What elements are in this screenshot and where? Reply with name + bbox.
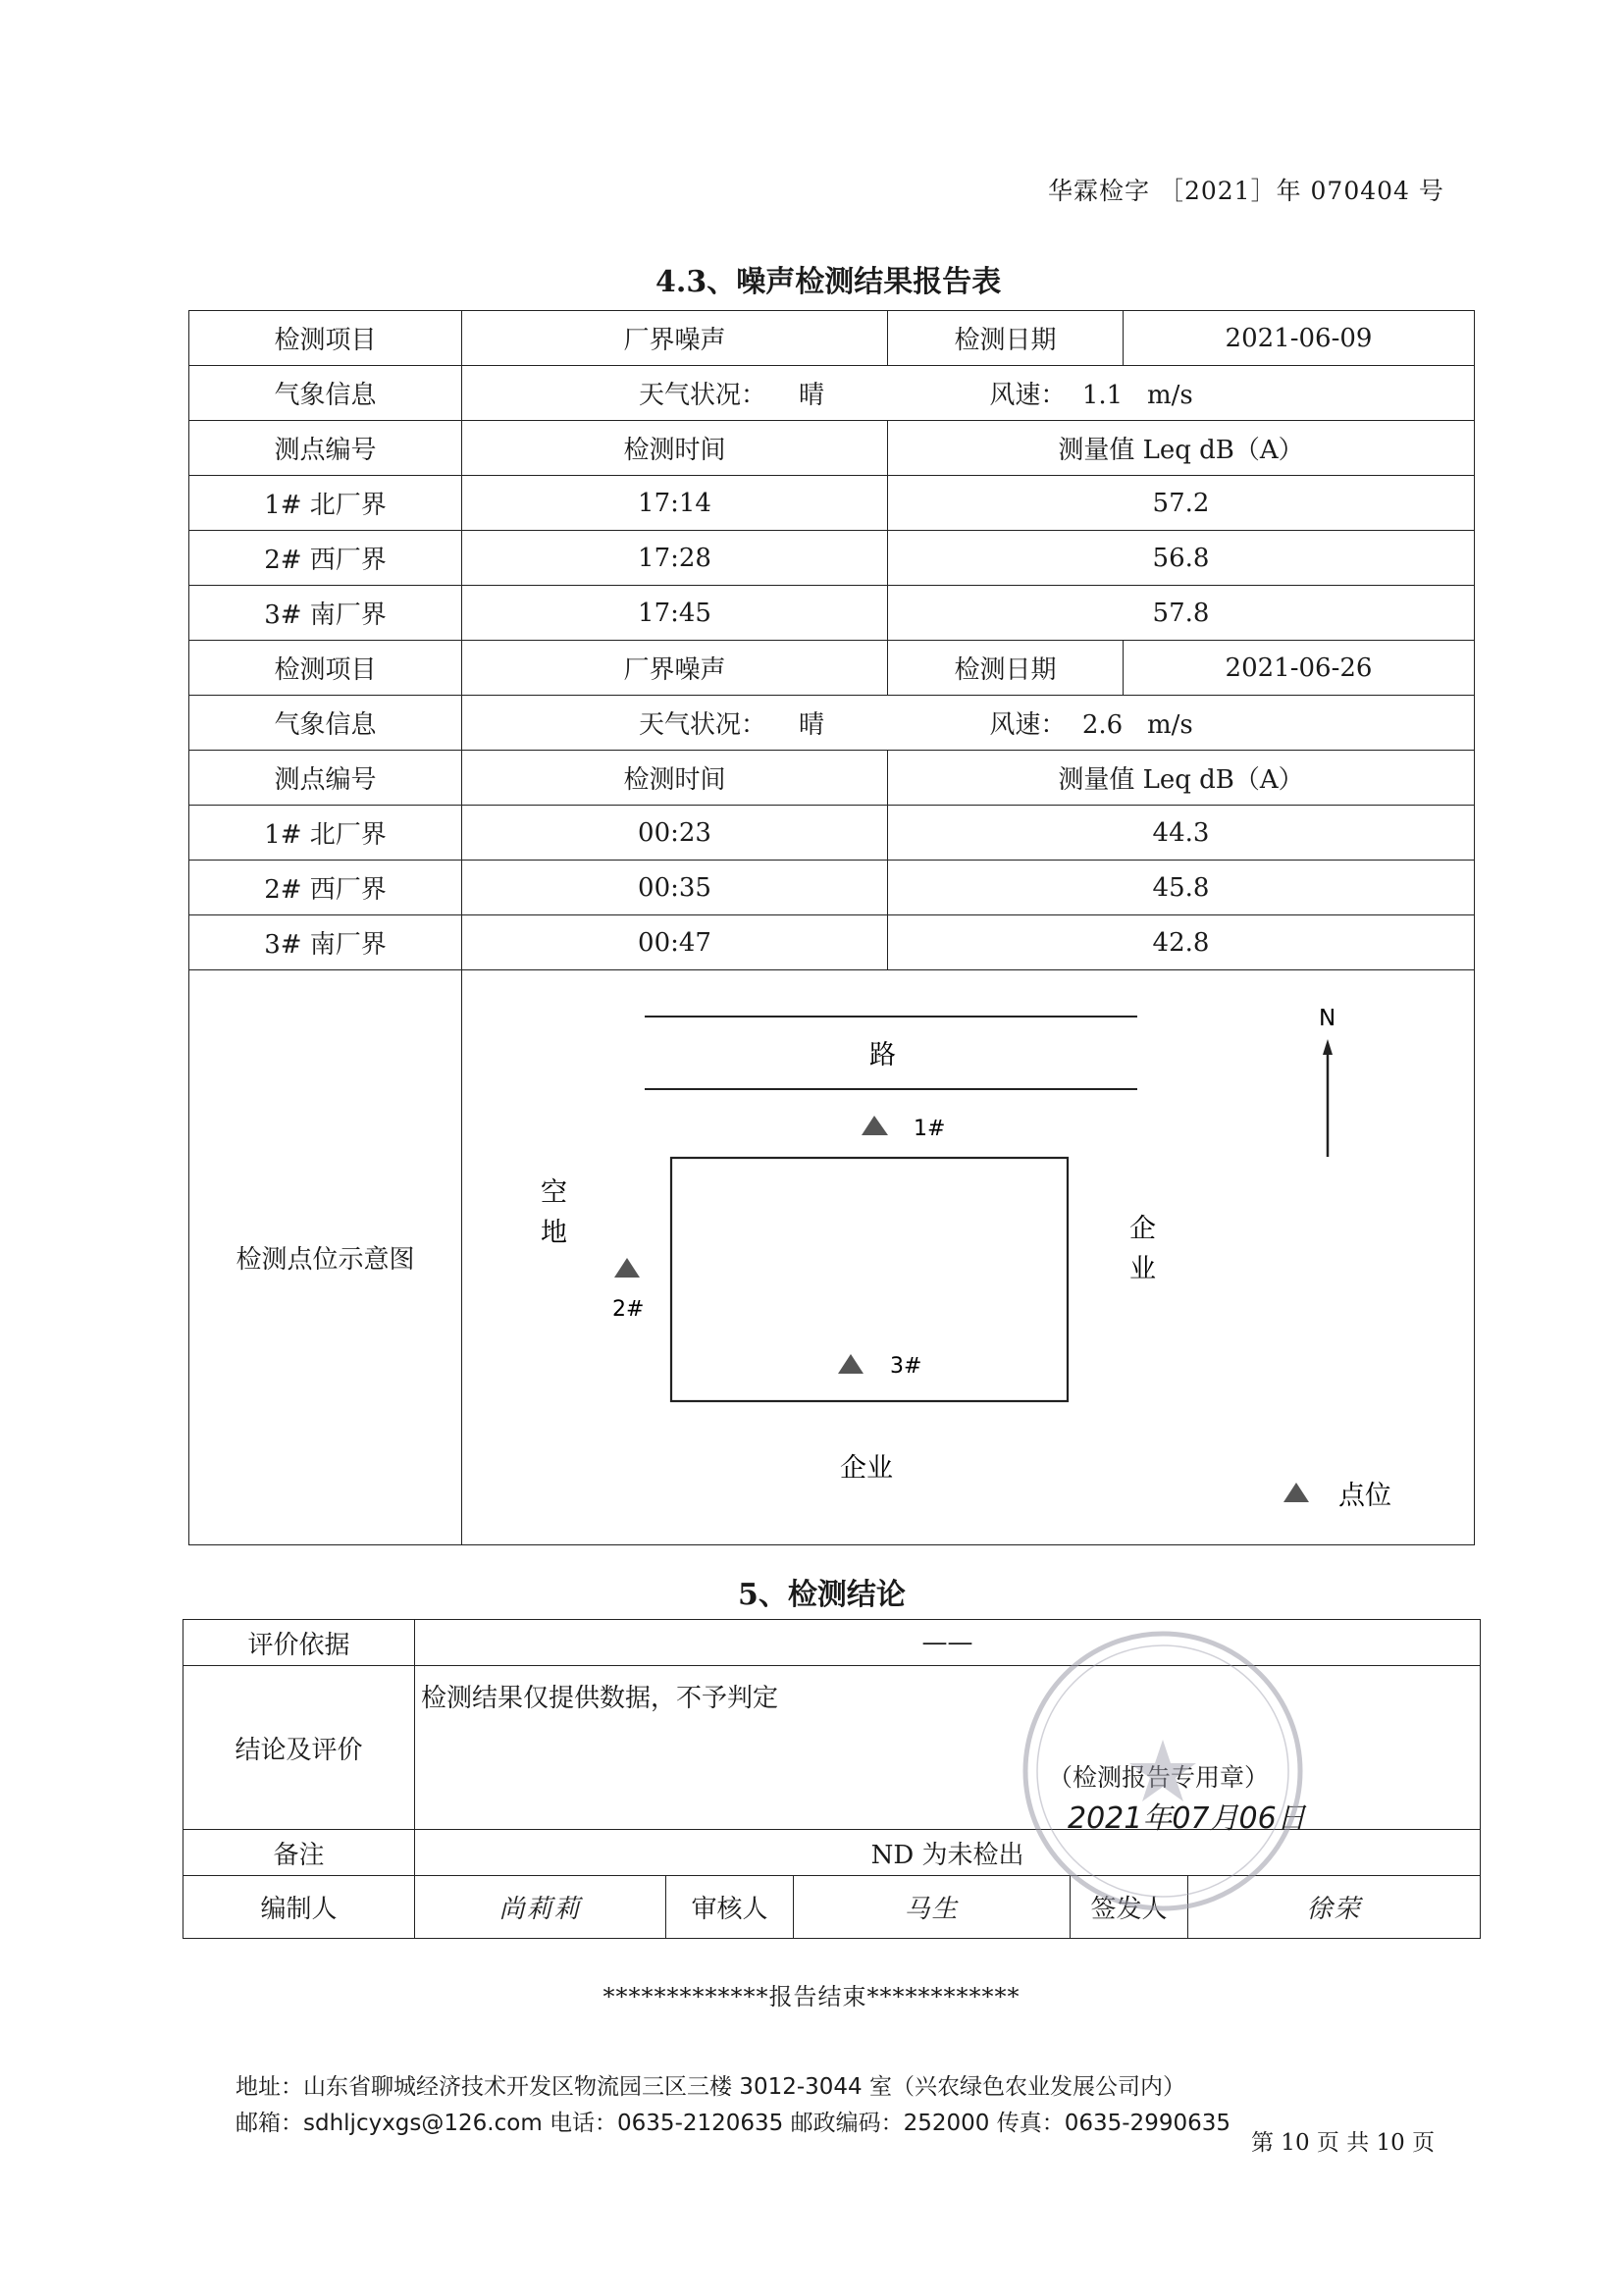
item-label: 检测项目 [189,641,462,696]
issuer-signature: 徐荣 [1188,1876,1481,1939]
value-cell: 57.2 [888,476,1475,531]
point-cell: 3# 南厂界 [189,915,462,970]
footer-contact: 邮箱：sdhljcyxgs@126.com 电话：0635-2120635 邮政编码：252000 传真：0635-2990635 [236,2111,1230,2136]
legend-marker-icon [1283,1483,1309,1502]
page-number: 第 10 页 共 10 页 [1251,2130,1436,2156]
report-end-line: *************报告结束************ [602,1983,1021,2010]
col-point-header: 测点编号 [189,421,462,476]
weather-info [462,696,1475,751]
west-label-2: 地 [541,1218,567,1248]
noise-result-table [188,310,1475,1545]
item-label: 检测项目 [189,311,462,366]
point3-label: 3# [890,1354,922,1379]
conclusion-section-title: 5、检测结论 [738,1578,906,1612]
reviewer-signature: 马生 [794,1876,1071,1939]
author-signature: 尚莉莉 [415,1876,666,1939]
noise-section-title: 4.3、噪声检测结果报告表 [655,265,1002,299]
date-label: 检测日期 [888,641,1124,696]
remark-value: ND 为未检出 [415,1830,1481,1876]
site-diagram [462,970,1475,1545]
north-arrowhead-icon [1323,1039,1333,1055]
reviewer-label: 审核人 [666,1876,794,1939]
time-cell: 17:28 [462,531,888,586]
report-number: 华霖检字 ［2021］年 070404 号 [1048,177,1444,205]
col-time-header: 检测时间 [462,421,888,476]
table-row [189,366,1475,421]
site-boundary [671,1158,1068,1401]
weather-text: 天气状况： 晴 [639,710,825,740]
table-row [189,641,1475,696]
point-cell: 1# 北厂界 [189,806,462,861]
point-cell: 3# 南厂界 [189,586,462,641]
table-row [189,586,1475,641]
stamp-date: 2021年07月06日 [1068,1801,1306,1836]
date-value: 2021-06-26 [1124,641,1475,696]
weather-label: 气象信息 [189,696,462,751]
date-value: 2021-06-09 [1124,311,1475,366]
east-label-2: 业 [1129,1254,1156,1284]
value-cell: 57.8 [888,586,1475,641]
issuer-label: 签发人 [1071,1876,1188,1939]
table-row [189,861,1475,915]
value-cell: 42.8 [888,915,1475,970]
basis-value: —— [415,1620,1481,1666]
point1-marker-icon [862,1116,888,1135]
road-label: 路 [869,1040,896,1070]
col-point-header: 测点编号 [189,751,462,806]
official-seal-stamp [1016,1624,1310,1918]
point1-label: 1# [914,1117,946,1141]
date-label: 检测日期 [888,311,1124,366]
table-row [189,531,1475,586]
east-label-1: 企 [1129,1214,1156,1244]
col-value-header: 测量值 Leq dB（A） [888,421,1475,476]
weather-text: 天气状况： 晴 [639,381,825,410]
footer-address: 地址：山东省聊城经济技术开发区物流园三区三楼 3012-3044 室（兴农绿色农业发展公司内） [236,2074,1185,2100]
item-value: 厂界噪声 [462,311,888,366]
north-label: N [1319,1006,1336,1031]
point-cell: 2# 西厂界 [189,531,462,586]
legend-label: 点位 [1338,1481,1391,1511]
table-row [189,476,1475,531]
west-label-1: 空 [541,1177,567,1208]
conclusion-label: 结论及评价 [183,1666,415,1830]
time-cell: 00:47 [462,915,888,970]
wind-text: 风速： 2.6 m/s [989,710,1193,740]
conclusion-text: 检测结果仅提供数据，不予判定 [421,1684,779,1713]
table-row [189,970,1475,1545]
point2-label: 2# [612,1297,645,1322]
basis-label: 评价依据 [183,1620,415,1666]
value-cell: 56.8 [888,531,1475,586]
time-cell: 17:14 [462,476,888,531]
point2-marker-icon [614,1258,640,1278]
remark-label: 备注 [183,1830,415,1876]
weather-info [462,366,1475,421]
stamp-note: （检测报告专用章） [1048,1763,1270,1792]
item-value: 厂界噪声 [462,641,888,696]
table-row [189,311,1475,366]
site-diagram-svg [462,970,1473,1544]
col-time-header: 检测时间 [462,751,888,806]
point-cell: 2# 西厂界 [189,861,462,915]
value-cell: 44.3 [888,806,1475,861]
table-row [189,806,1475,861]
point3-marker-icon [838,1354,864,1374]
table-row [189,421,1475,476]
col-value-header: 测量值 Leq dB（A） [888,751,1475,806]
table-row [189,751,1475,806]
point-cell: 1# 北厂界 [189,476,462,531]
time-cell: 00:35 [462,861,888,915]
table-row [189,915,1475,970]
table-row [189,696,1475,751]
wind-text: 风速： 1.1 m/s [989,381,1193,410]
conclusion-cell [415,1666,1481,1836]
time-cell: 00:23 [462,806,888,861]
diagram-label: 检测点位示意图 [189,970,462,1545]
south-label: 企业 [840,1453,893,1484]
author-label: 编制人 [183,1876,415,1939]
value-cell: 45.8 [888,861,1475,915]
weather-label: 气象信息 [189,366,462,421]
time-cell: 17:45 [462,586,888,641]
